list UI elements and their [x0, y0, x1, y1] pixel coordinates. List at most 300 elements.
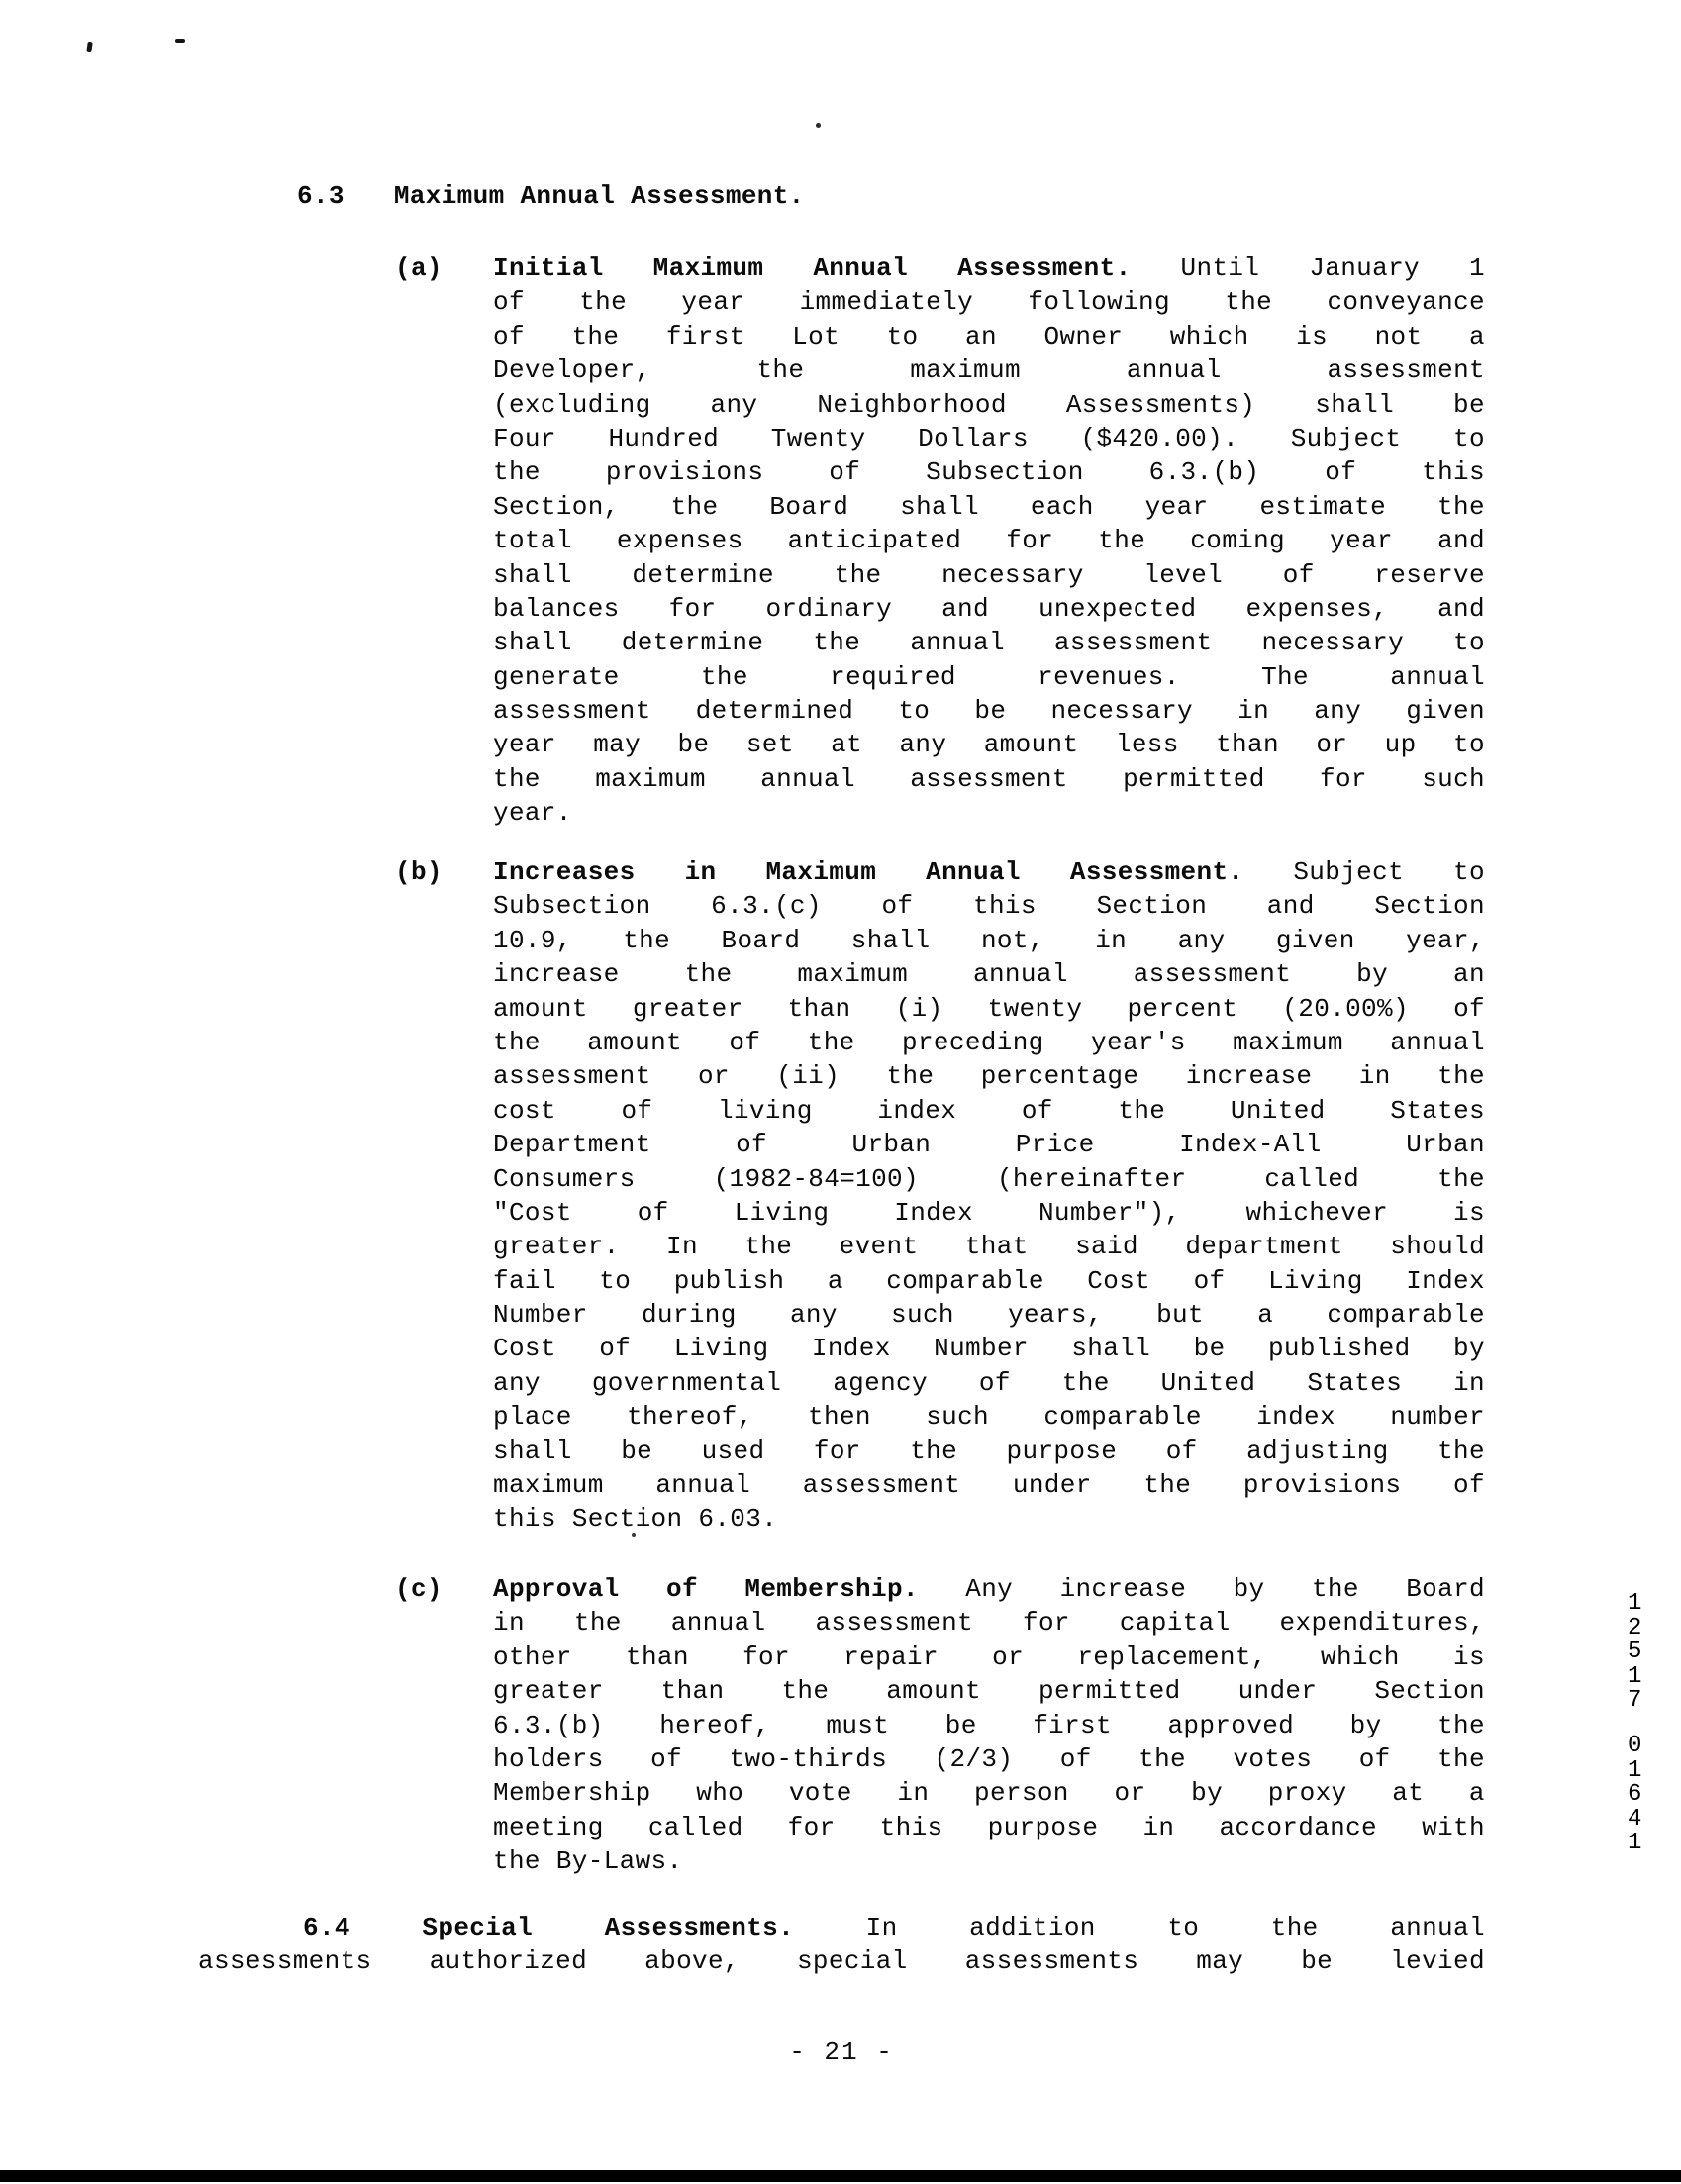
word: the [579, 287, 628, 318]
word: the [1437, 1061, 1485, 1092]
section-number: 6.3 [297, 181, 345, 211]
word: the [834, 559, 882, 590]
word: annual [1390, 1913, 1485, 1942]
word: set [745, 730, 794, 760]
word: annual [1390, 661, 1485, 692]
word: of [1358, 1743, 1391, 1774]
word: expenditures, [1279, 1608, 1485, 1638]
word: of [493, 287, 525, 318]
word: the [1225, 287, 1273, 318]
word: special [796, 1946, 908, 1977]
word: an [965, 321, 997, 351]
word: hereof, [659, 1710, 770, 1740]
word: replacement, [1077, 1641, 1267, 1672]
word: thereof, [627, 1402, 753, 1433]
word: annual [655, 1470, 751, 1501]
word: Number [934, 1334, 1029, 1364]
word: such [926, 1402, 989, 1433]
word: to [898, 696, 931, 727]
word: assessment [1133, 959, 1292, 990]
word: annual [670, 1608, 766, 1638]
word: or [992, 1641, 1025, 1672]
word: of [978, 1367, 1011, 1398]
word: Hundred [608, 423, 720, 453]
word: determined [695, 696, 854, 727]
word: index [1256, 1402, 1335, 1433]
word: by [1233, 1574, 1265, 1604]
word: first [665, 321, 745, 351]
word: the [744, 1232, 793, 1262]
word: permitted [1123, 763, 1265, 794]
word: annual [760, 763, 855, 794]
word: annual [1390, 1027, 1485, 1057]
word: a [827, 1265, 843, 1296]
word: than [626, 1641, 689, 1672]
word: Owner [1043, 321, 1124, 351]
word: maximum [910, 355, 1021, 386]
word: Urban [1406, 1130, 1485, 1160]
word: Cost [1087, 1265, 1151, 1296]
text-line [493, 696, 1485, 730]
word: year [681, 287, 745, 318]
word: authorized [429, 1946, 588, 1977]
word: votes [1233, 1743, 1313, 1774]
subsection-a-label: (a) [395, 253, 443, 283]
word: Membership [493, 1778, 651, 1809]
word: United [1230, 1095, 1326, 1126]
word: person [974, 1778, 1069, 1809]
word: in [493, 1608, 525, 1638]
scan-artifact [86, 42, 92, 53]
text-line [493, 390, 1485, 424]
word: revenues. [1038, 661, 1180, 692]
word: not [1374, 321, 1423, 351]
scan-artifact [816, 123, 821, 128]
word: Initial [493, 253, 604, 283]
word: Special [422, 1913, 534, 1942]
word: and [1437, 593, 1485, 624]
word: which [1169, 321, 1249, 351]
word: in [1237, 696, 1270, 727]
subsection-b-paragraph [493, 857, 1485, 1539]
word: Lot [792, 321, 840, 351]
word: Twenty [770, 423, 866, 453]
text-line [493, 526, 1485, 559]
word: greater [632, 993, 743, 1024]
word: in [1095, 925, 1128, 955]
word: the [1138, 1743, 1186, 1774]
text-line [493, 1096, 1485, 1130]
word: generate [493, 661, 620, 692]
word: the [493, 1027, 541, 1057]
word: any [899, 730, 947, 760]
word: above, [644, 1946, 740, 1977]
word: year [1144, 491, 1209, 522]
word: at [1392, 1778, 1425, 1809]
word: Dollars [918, 423, 1029, 453]
word: published [1267, 1334, 1411, 1364]
word: 6.4 [303, 1913, 350, 1942]
word: for [1023, 1608, 1070, 1638]
word: called [647, 1812, 743, 1842]
word: Living [734, 1197, 830, 1228]
word: or [697, 1061, 730, 1092]
word: who [696, 1778, 744, 1809]
word: to [1453, 857, 1485, 887]
word: the [700, 661, 748, 692]
word: for [1006, 526, 1054, 556]
word: balances [493, 593, 620, 624]
word: provisions [1242, 1470, 1402, 1501]
word: a [1257, 1300, 1274, 1331]
word: of [736, 1130, 767, 1160]
subsection-c-label: (c) [395, 1574, 443, 1604]
text-line [198, 1913, 1485, 1946]
word: Section [1096, 891, 1208, 922]
word: required [830, 661, 956, 692]
word: is [1453, 1197, 1485, 1228]
word: Board [721, 925, 801, 955]
word: to [1453, 423, 1485, 453]
word: 6.3.(c) [711, 891, 822, 922]
word: (ii) [776, 1061, 840, 1092]
word: be [677, 730, 710, 760]
word: Urban [851, 1130, 932, 1160]
word: that [964, 1232, 1029, 1262]
word: two-thirds [729, 1743, 888, 1774]
text-line: the By-Laws. [493, 1846, 683, 1877]
word: 6.3.(b) [1148, 457, 1260, 488]
word: January [1309, 253, 1420, 283]
word: for [1320, 763, 1367, 794]
word: of [599, 1334, 632, 1364]
word: this [973, 891, 1037, 922]
word: Maximum [765, 857, 877, 887]
section-6-4-paragraph [198, 1913, 1485, 1981]
word: Subsection [926, 457, 1084, 488]
text-line [493, 662, 1485, 696]
word: by [1349, 1710, 1382, 1740]
word: cost [493, 1095, 556, 1126]
word: Subject [1293, 857, 1405, 887]
word: shall [493, 628, 572, 658]
word: of [621, 1095, 653, 1126]
text-line [493, 1232, 1485, 1265]
text-line [493, 857, 1485, 891]
text-line [493, 1266, 1485, 1300]
word: be [974, 696, 1007, 727]
word: assessment [493, 696, 651, 727]
word: expenses, [1245, 593, 1389, 624]
word: but [1156, 1300, 1204, 1331]
word: the [1270, 1913, 1319, 1942]
word: said [1075, 1232, 1138, 1262]
word: 6.3.(b) [493, 1710, 604, 1740]
word: must [826, 1710, 890, 1740]
text-line [493, 926, 1485, 959]
scan-artifact [175, 39, 185, 43]
word: provisions [605, 457, 764, 488]
word: United [1160, 1367, 1256, 1398]
word: Subject [1290, 423, 1402, 453]
word: comparable [1043, 1402, 1202, 1433]
word: comparable [1327, 1300, 1485, 1331]
word: of [729, 1027, 761, 1057]
word: expenses [616, 526, 743, 556]
word: Section, [493, 491, 620, 522]
word: Developer, [493, 355, 651, 386]
text-line [493, 1130, 1485, 1163]
word: ordinary [765, 593, 893, 624]
word: then [808, 1402, 871, 1433]
word: of [1193, 1265, 1226, 1296]
word: governmental [591, 1367, 782, 1398]
word: Membership. [744, 1574, 919, 1604]
word: year, [1406, 925, 1485, 955]
word: given [1275, 925, 1355, 955]
word: maximum [1233, 1027, 1343, 1057]
word: capital [1119, 1608, 1231, 1638]
word: increase [493, 959, 620, 990]
word: index [877, 1095, 957, 1126]
word: of [881, 891, 914, 922]
page-number: - 21 - [789, 2037, 894, 2067]
text-line [493, 1402, 1485, 1436]
scan-edge-bar [0, 2170, 1681, 2182]
word: the [1437, 491, 1485, 522]
word: publish [673, 1265, 785, 1296]
word: be [621, 1436, 653, 1466]
word: anticipated [787, 526, 962, 556]
word: the [573, 1608, 622, 1638]
word: the [910, 1436, 958, 1466]
word: to [886, 321, 919, 351]
recorder-stamp-book-number: 12517 [1628, 1590, 1642, 1714]
word: in [1142, 1812, 1175, 1842]
word: levied [1390, 1946, 1485, 1977]
word: for [813, 1436, 861, 1466]
word: be [1453, 389, 1485, 420]
word: such [1422, 763, 1485, 794]
text-line [493, 1334, 1485, 1367]
word: Consumers [493, 1163, 636, 1194]
word: greater. [493, 1232, 620, 1262]
word: assessment [1053, 628, 1213, 658]
word: coming [1190, 526, 1286, 556]
word: States [1307, 1367, 1403, 1398]
text-line: this Section 6.03. [493, 1504, 778, 1535]
word: the [1143, 1470, 1192, 1501]
word: any [789, 1300, 838, 1331]
word: vote [788, 1778, 852, 1809]
word: of [650, 1743, 683, 1774]
word: (20.00%) [1282, 993, 1409, 1024]
word: in [1453, 1367, 1485, 1398]
word: the [813, 628, 861, 658]
word: years, [1008, 1300, 1103, 1331]
word: whichever [1245, 1197, 1389, 1228]
word: for [742, 1641, 790, 1672]
word: shall [1071, 1334, 1151, 1364]
text-line [493, 1676, 1485, 1710]
word: Board [1406, 1574, 1485, 1604]
word: Four [493, 423, 556, 453]
word: Until [1180, 253, 1260, 283]
word: 10.9, [493, 925, 572, 955]
word: should [1390, 1232, 1485, 1262]
word: the [1118, 1095, 1166, 1126]
section-title: Maximum Annual Assessment. [393, 181, 805, 211]
word: necessary [1261, 628, 1405, 658]
word: of [1453, 993, 1485, 1024]
text-line [198, 1946, 1485, 1980]
word: place [493, 1402, 572, 1433]
text-line [493, 1744, 1485, 1778]
word: during [641, 1300, 737, 1331]
word: this [1422, 457, 1485, 488]
word: each [1030, 491, 1094, 522]
word: any [710, 389, 758, 420]
word: (2/3) [934, 1743, 1014, 1774]
word: assessment [802, 1470, 961, 1501]
word: up [1384, 730, 1417, 760]
word: is [1296, 321, 1329, 351]
word: The [1261, 661, 1309, 692]
word: amount [886, 1676, 982, 1707]
word: under [1012, 1470, 1092, 1501]
word: Number [493, 1300, 588, 1331]
word: which [1321, 1641, 1400, 1672]
word: shall [493, 559, 572, 590]
word: to [1167, 1913, 1200, 1942]
word: In [666, 1232, 698, 1262]
word: the [571, 321, 620, 351]
word: the [623, 925, 671, 955]
text-line [493, 994, 1485, 1028]
word: the [684, 959, 733, 990]
word: comparable [886, 1265, 1044, 1296]
word: may [593, 730, 642, 760]
word: Index-All [1179, 1130, 1322, 1160]
word: given [1406, 696, 1485, 727]
word: shall [900, 491, 979, 522]
text-line [493, 457, 1485, 491]
word: permitted [1038, 1676, 1181, 1707]
text-line [493, 322, 1485, 355]
word: the [1437, 1743, 1485, 1774]
word: less [1115, 730, 1179, 760]
word: under [1237, 1676, 1318, 1707]
word: fail [493, 1265, 556, 1296]
word: this [879, 1812, 943, 1842]
word: by [1191, 1778, 1224, 1809]
word: maximum [595, 763, 706, 794]
word: event [839, 1232, 919, 1262]
text-line [493, 1437, 1485, 1470]
word: Index [1406, 1265, 1485, 1296]
word: of [666, 1574, 698, 1604]
word: the [781, 1676, 830, 1707]
word: be [1193, 1334, 1226, 1364]
word: addition [969, 1913, 1096, 1942]
text-line [493, 253, 1485, 287]
word: Price [1015, 1130, 1095, 1160]
word: Assessment. [1069, 857, 1244, 887]
word: in [684, 857, 717, 887]
word: (1982-84=100) [713, 1163, 919, 1194]
word: any [493, 1367, 541, 1398]
word: of [1059, 1743, 1092, 1774]
word: any [1177, 925, 1226, 955]
subsection-c-paragraph [493, 1574, 1485, 1881]
word: assessment [910, 763, 1068, 794]
word: immediately [799, 287, 974, 318]
word: the [1098, 526, 1146, 556]
word: proxy [1267, 1778, 1347, 1809]
word: used [701, 1436, 765, 1466]
word: Assessments) [1065, 389, 1256, 420]
word: reserve [1374, 559, 1485, 590]
word: adjusting [1246, 1436, 1389, 1466]
text-line [493, 1778, 1485, 1812]
word: the [886, 1061, 935, 1092]
word: conveyance [1327, 287, 1485, 318]
text-line [493, 1470, 1485, 1504]
text-line [493, 1642, 1485, 1676]
word: Neighborhood [817, 389, 1007, 420]
word: than [1216, 730, 1279, 760]
word: greater [493, 1676, 604, 1707]
word: assessment [1327, 355, 1485, 386]
word: determine [632, 559, 774, 590]
text-line [493, 1198, 1485, 1232]
word: of [1021, 1095, 1053, 1126]
word: be [944, 1710, 977, 1740]
word: year [493, 730, 556, 760]
word: shall [1315, 389, 1395, 420]
word: Annual [813, 253, 909, 283]
text-line [493, 1711, 1485, 1744]
word: assessment [493, 1061, 651, 1092]
word: Approval [493, 1574, 620, 1604]
word: assessments [198, 1946, 372, 1977]
word: not, [980, 925, 1044, 955]
word: the [1437, 1436, 1485, 1466]
word: at [831, 730, 863, 760]
word: assessments [964, 1946, 1139, 1977]
word: purpose [1006, 1436, 1118, 1466]
text-line [493, 1061, 1485, 1095]
text-line [493, 1368, 1485, 1402]
word: of [637, 1197, 669, 1228]
text-line [493, 287, 1485, 321]
word: amount [587, 1027, 682, 1057]
word: in [1358, 1061, 1391, 1092]
word: the [1061, 1367, 1110, 1398]
word: annual [973, 959, 1068, 990]
word: year [1330, 526, 1393, 556]
word: amount [493, 993, 588, 1024]
word: the [1437, 1710, 1485, 1740]
word: Section [1374, 891, 1485, 922]
text-line [493, 1028, 1485, 1061]
word: agency [833, 1367, 928, 1398]
word: than [660, 1676, 725, 1707]
text-line [493, 764, 1485, 798]
word: first [1033, 1710, 1112, 1740]
word: the [493, 763, 541, 794]
word: Department [493, 1130, 651, 1160]
